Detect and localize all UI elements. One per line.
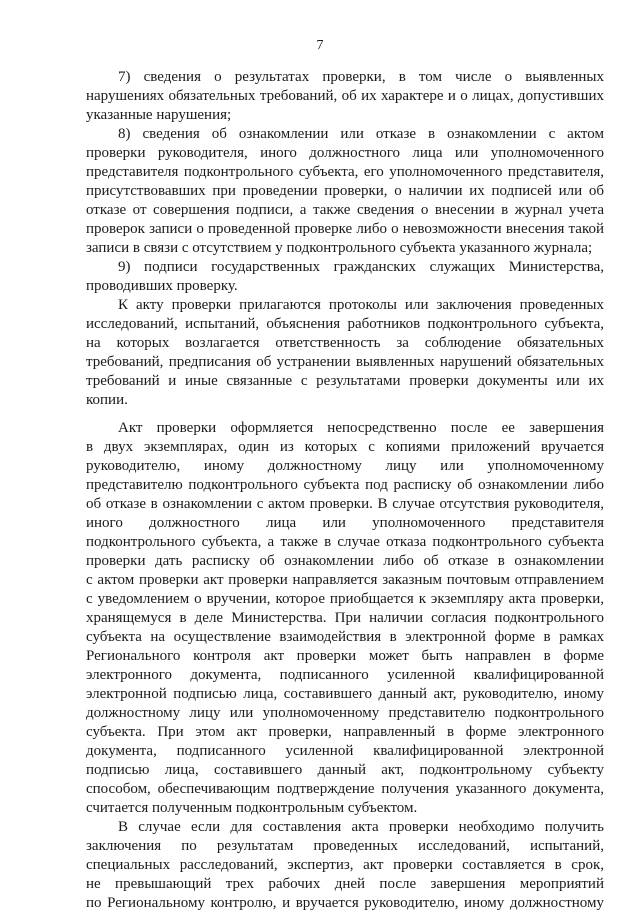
text-line: проверок записи о проведенной проверке либо о невозможности внесения такой (86, 221, 604, 237)
text-line: хранящемуся в деле Министерства. При наличии согласия подконтрольного (86, 610, 604, 626)
text-line: субъекта на осуществление взаимодействия в электронной форме в рамках (86, 629, 604, 645)
text-line: с актом проверки акт проверки направляется заказным почтовым отправлением (86, 572, 604, 588)
text-line: заключения по результатам проведенных исследований, испытаний, (86, 838, 604, 854)
text-line: с уведомлением о вручении, которое приобщается к экземпляру акта проверки, (86, 591, 604, 607)
text-line: должностному лицу или уполномоченному представителю подконтрольного (86, 705, 604, 721)
paragraph (86, 68, 604, 125)
text-line: проверки руководителя, иного должностного лица или уполномоченного (86, 145, 604, 161)
text-line: проводивших проверку. (86, 278, 238, 294)
text-line: требований и иные связанные с результатами проверки документы или их (86, 373, 604, 389)
text-line: способом, обеспечивающим подтверждение получения указанного документа, (86, 781, 604, 797)
text-line: нарушениях обязательных требований, об их характере и о лицах, допустивших (86, 88, 604, 104)
text-line: Регионального контроля акт проверки может быть направлен в форме (86, 648, 604, 664)
text-line: записи в связи с отсутствием у подконтрольного субъекта указанного журнала; (86, 240, 593, 256)
text-line: указанные нарушения; (86, 107, 232, 123)
document-body (86, 68, 604, 913)
text-line: 8) сведения об ознакомлении или отказе в ознакомлении с актом (118, 126, 604, 142)
paragraph (86, 296, 604, 410)
text-line: в двух экземплярах, один из которых с копиями приложений вручается (86, 439, 604, 455)
text-line: на которых возлагается ответственность за соблюдение обязательных (86, 335, 604, 351)
text-line: 9) подписи государственных гражданских служащих Министерства, (118, 259, 604, 275)
text-line: электронной подписью лица, составившего данный акт, руководителю, иному (86, 686, 604, 702)
text-line: подписью лица, составившего данный акт, подконтрольному субъекту (86, 762, 604, 778)
text-line: проверки дать расписку об ознакомлении либо об отказе в ознакомлении (86, 553, 604, 569)
text-line: В случае если для составления акта проверки необходимо получить (118, 819, 604, 835)
page-number: 7 (316, 38, 324, 53)
text-line: специальных расследований, экспертиз, акт проверки составляется в срок, (86, 857, 604, 873)
text-line: копии. (86, 392, 128, 408)
text-line: К акту проверки прилагаются протоколы или заключения проведенных (118, 297, 604, 313)
text-line: представителю подконтрольного субъекта под расписку об ознакомлении либо (86, 477, 604, 493)
paragraph-spacer (86, 410, 604, 419)
text-line: подконтрольного субъекта, а также в случае отказа подконтрольного субъекта (86, 534, 604, 550)
text-line: руководителю, иному должностному лицу или уполномоченному (86, 458, 604, 474)
paragraph (86, 258, 604, 296)
text-line: считается полученным подконтрольным субъектом. (86, 800, 418, 816)
text-line: по Региональному контролю, и вручается руководителю, иному должностному (86, 895, 604, 911)
text-line: 7) сведения о результатах проверки, в том числе о выявленных (118, 69, 604, 85)
paragraph (86, 125, 604, 258)
text-line: отказе от совершения подписи, а также сведения о внесении в журнал учета (86, 202, 604, 218)
text-line: электронного документа, подписанного усиленной квалифицированной (86, 667, 604, 683)
text-line: документа, подписанного усиленной квалифицированной электронной (86, 743, 604, 759)
text-line: об отказе в ознакомлении с актом проверки. В случае отсутствия руководителя, (86, 496, 604, 512)
text-line: субъекта. При этом акт проверки, направленный в форме электронного (86, 724, 604, 740)
text-line: присутствовавших при проведении проверки, о наличии их подписей или об (86, 183, 604, 199)
text-line: Акт проверки оформляется непосредственно после ее завершения (118, 420, 604, 436)
text-line: представителя подконтрольного субъекта, его уполномоченного представителя, (86, 164, 604, 180)
paragraph (86, 818, 604, 913)
paragraph (86, 419, 604, 818)
text-line: требований, предписания об устранении выявленных нарушений обязательных (86, 354, 604, 370)
text-line: иного должностного лица или уполномоченного представителя (86, 515, 604, 531)
text-line: исследований, испытаний, объяснения работников подконтрольного субъекта, (86, 316, 604, 332)
text-line: не превышающий трех рабочих дней после завершения мероприятий (86, 876, 604, 892)
